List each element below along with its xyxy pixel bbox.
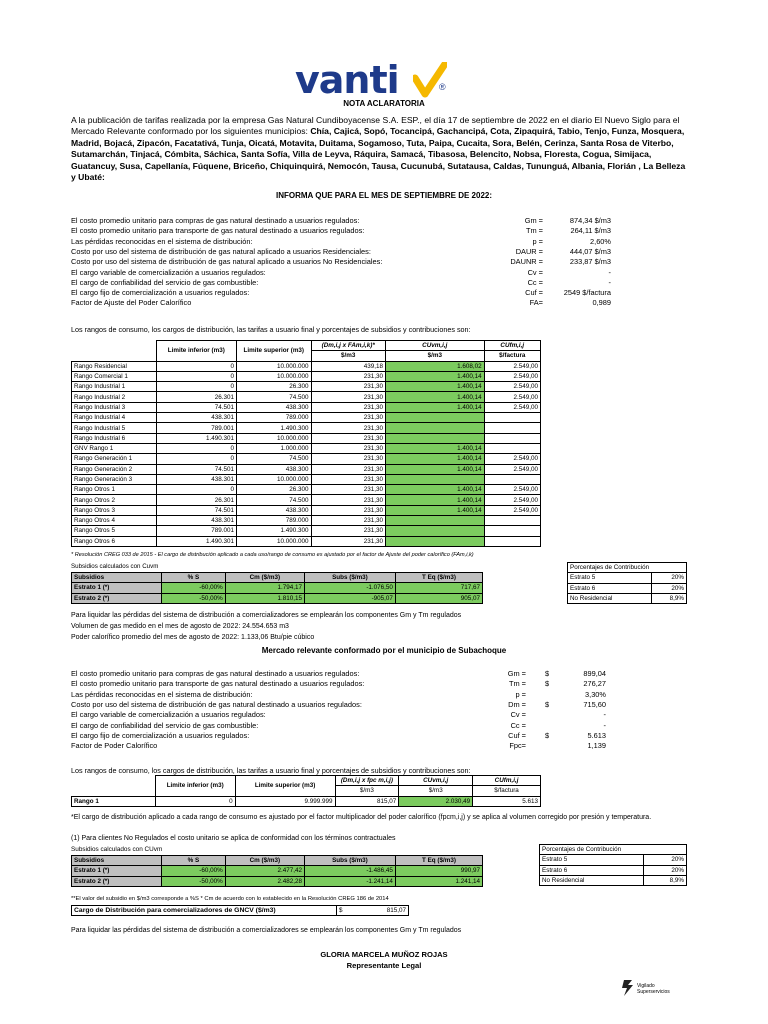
section2-tariff-table bbox=[71, 775, 541, 807]
subsidies-caption: Subsidios calculados con CUvm bbox=[71, 846, 163, 853]
table-row: Rango Otros 5 789.001 1.490.300 231,30 bbox=[72, 526, 541, 536]
unit-header: $/factura bbox=[484, 351, 540, 361]
col-header: (Dm,i,j x fpc m,i,j) bbox=[335, 776, 399, 786]
unit-header: $/m3 bbox=[385, 351, 484, 361]
table-row: Rango Otros 6 1.490.301 10.000.000 231,30 bbox=[72, 536, 541, 546]
param-row: El costo promedio unitario para transporte de gas natural destinado a usuarios regulados: Tm = $ 276,27 bbox=[71, 679, 606, 689]
section2-title: Mercado relevante conformado por el municipio de Subachoque bbox=[261, 646, 507, 655]
param-row: El cargo de confiabilidad del servicio de gas combustible: Cc = - bbox=[71, 720, 606, 730]
col-header: CUfm,i,j bbox=[484, 341, 540, 351]
contribution-table bbox=[567, 562, 687, 604]
signatory-role: Representante Legal bbox=[346, 961, 422, 970]
table-row: Rango Residencial 0 10.000.000 439,18 1.608,02 2.549,00 bbox=[72, 361, 541, 371]
subs-header: Subs ($/m3) bbox=[304, 856, 395, 866]
unit-header: $/m3 bbox=[335, 786, 399, 796]
section1-title: INFORMA QUE PARA EL MES DE SEPTIEMBRE DE 2022: bbox=[275, 191, 493, 200]
table-row: Rango Industrial 6 1.490.301 10.000.000 231,30 bbox=[72, 433, 541, 443]
subsidies-table bbox=[71, 572, 483, 604]
param-row: El costo promedio unitario para transporte de gas natural destinado a usuarios regulados: Tm = 264,11 $/m3 bbox=[71, 226, 611, 236]
contribution-row: Estrato 6 20% bbox=[568, 583, 687, 593]
gncv-label: Cargo de Distribución para comercializadores de GNCV ($/m3) bbox=[72, 906, 337, 916]
col-header: Limite superior (m3) bbox=[235, 776, 335, 797]
signatory-name: GLORIA MARCELA MUÑOZ ROJAS bbox=[320, 950, 448, 959]
subs-header: Subsidios bbox=[72, 573, 162, 583]
final-note: Para liquidar las pérdidas del sistema de distribución a comercializadores se emplearán los componentes Gm y Tm regulados bbox=[71, 927, 462, 934]
subs-header: Cm ($/m3) bbox=[225, 573, 304, 583]
subs-header: T Eq ($/m3) bbox=[395, 573, 482, 583]
subs-row: Estrato 2 (*) -50,00% 1.810,15 -905,07 905,07 bbox=[72, 593, 483, 603]
contribution-title: Porcentajes de Contribución bbox=[568, 563, 687, 573]
subs-row: Estrato 2 (*) -50,00% 2.482,28 -1.241,14 1.241,14 bbox=[72, 876, 483, 886]
col-header: (Dm,i,j x FAm,i,k)* bbox=[311, 341, 385, 351]
table-row: Rango 1 0 9.999.999 815,07 2.030,49 5.613 bbox=[72, 796, 541, 806]
col-header: CUfm,i,j bbox=[473, 776, 541, 786]
gncv-value: $ 815,07 bbox=[337, 906, 409, 916]
section2-note1: *El cargo de distribución aplicado a cada rango de consumo es ajustado por el factor multiplicador del poder calorífico (fpcm,i,j) y se aplica al volumen corregido por presión y temperatura. bbox=[71, 814, 652, 821]
col-header: CUvm,i,j bbox=[399, 776, 473, 786]
param-row: El cargo variable de comercialización a usuarios regulados: Cv = - bbox=[71, 267, 611, 277]
col-header: Limite inferior (m3) bbox=[156, 341, 237, 362]
param-row: El costo promedio unitario para compras de gas natural destinado a usuarios regulados: Gm = $ 899,04 bbox=[71, 669, 606, 678]
param-row: El cargo fijo de comercialización a usuarios regulados: Cuf = 2549 $/factura bbox=[71, 288, 611, 298]
section1-ranges-intro: Los rangos de consumo, los cargos de distribución, las tarifas a usuario final y porcentajes de subsidios y contribuciones son: bbox=[71, 325, 471, 334]
unit-header: $/m3 bbox=[399, 786, 473, 796]
param-row: Las pérdidas reconocidas en el sistema de distribución: p = 3,30% bbox=[71, 689, 606, 699]
section2-note2: (1) Para clientes No Regulados el costo unitario se aplica de conformidad con los términos contractuales bbox=[71, 835, 396, 842]
table-row: Rango Otros 4 438.301 789.000 231,30 bbox=[72, 516, 541, 526]
param-row: El cargo de confiabilidad del servicio de gas combustible: Cc = - bbox=[71, 277, 611, 287]
table-row: Rango Industrial 2 26.301 74.500 231,30 1.400,14 2.549,00 bbox=[72, 392, 541, 402]
unit-header: $/m3 bbox=[311, 351, 385, 361]
subs-row: Estrato 1 (*) -60,00% 2.477,42 -1.486,45 990,97 bbox=[72, 866, 483, 876]
subs-header: Subsidios bbox=[72, 856, 162, 866]
param-row: Las pérdidas reconocidas en el sistema de distribución: p = 2,60% bbox=[71, 236, 611, 246]
subs-header: % S bbox=[162, 573, 226, 583]
superservicios-icon bbox=[621, 978, 635, 998]
checkmark-icon bbox=[413, 62, 447, 98]
param-row: Costo por uso del sistema de distribución de gas natural destinado a usuarios regulados: Dm = $ 715,60 bbox=[71, 699, 606, 709]
contribution-title: Porcentajes de Contribución bbox=[540, 845, 687, 855]
table-row: GNV Rango 1 0 1.000.000 231,30 1.400,14 bbox=[72, 443, 541, 453]
contribution-row: Estrato 5 20% bbox=[540, 855, 687, 865]
col-header: Limite superior (m3) bbox=[237, 341, 311, 362]
section1-notes: Para liquidar las pérdidas del sistema de distribución a comercializadores se emplearán los componentes Gm y Tm regulados Volumen de gas medido en el mes de agosto de 2022: 24.554.653 m3 Poder calorífico promedio del mes de agosto de 2022: 1.133,06 Btu/pie cúbico bbox=[71, 612, 462, 641]
section1-tariff-table bbox=[71, 340, 541, 547]
subs-header: T Eq ($/m3) bbox=[395, 856, 482, 866]
gncv-charge bbox=[71, 905, 409, 916]
vigilado-superservicios-logo: Vigilado Superservicios bbox=[621, 978, 701, 1000]
contribution-row: Estrato 6 20% bbox=[540, 865, 687, 875]
contribution-row: No Residencial 8,9% bbox=[568, 593, 687, 603]
subs-header: Subs ($/m3) bbox=[304, 573, 395, 583]
contribution-row: Estrato 5 20% bbox=[568, 573, 687, 583]
table-row: Rango Industrial 5 789.001 1.490.300 231,30 bbox=[72, 423, 541, 433]
table-row: Rango Industrial 3 74.501 438.300 231,30 1.400,14 2.549,00 bbox=[72, 402, 541, 412]
contribution-table-2 bbox=[539, 844, 687, 886]
registered-mark: ® bbox=[439, 82, 446, 92]
param-row: El cargo variable de comercialización a usuarios regulados: Cv = - bbox=[71, 710, 606, 720]
table-row: Rango Industrial 4 438.301 789.000 231,30 bbox=[72, 413, 541, 423]
subs-row: Estrato 1 (*) -60,00% 1.794,17 -1.076,50 717,67 bbox=[72, 583, 483, 593]
section2-ranges-intro: Los rangos de consumo, los cargos de distribución, las tarifas a usuario final y porcentajes de subsidios y contribuciones son: bbox=[71, 766, 471, 775]
table-row: Rango Generación 2 74.501 438.300 231,30 1.400,14 2.549,00 bbox=[72, 464, 541, 474]
contribution-row: No Residencial 8,9% bbox=[540, 875, 687, 885]
table-row: Rango Generación 3 438.301 10.000.000 231,30 bbox=[72, 474, 541, 484]
table-row: Rango Otros 2 26.301 74.500 231,30 1.400,14 2.549,00 bbox=[72, 495, 541, 505]
document-subtitle: NOTA ACLARATORIA bbox=[343, 99, 425, 108]
param-row: Factor de Ajuste del Poder Calorífico FA= 0,989 bbox=[71, 298, 611, 308]
table-footnote: * Resolución CREG 033 de 2015 - El cargo de distribución aplicado a cada uso/rango de consumo es ajustado por el factor de Ajuste del poder calorífico (FAm,i,k) bbox=[71, 552, 474, 558]
param-row: El cargo fijo de comercialización a usuarios regulados: Cuf = $ 5.613 bbox=[71, 730, 606, 740]
param-row: Costo por uso del sistema de distribución de gas natural aplicado a usuarios Residenciales: DAUR = 444,07 $/m3 bbox=[71, 246, 611, 256]
param-row: Costo por uso del sistema de distribución de gas natural aplicado a usuarios No Residenciales: DAUNR = 233,87 $/m3 bbox=[71, 257, 611, 267]
table-row: Rango Industrial 1 0 26.300 231,30 1.400,14 2.549,00 bbox=[72, 382, 541, 392]
municipios-list: Chía, Cajicá, Sopó, Tocancipá, Gachancipá, Cota, Zipaquirá, Tabio, Tenjo, Funza, Mosquera, Madrid, Bojacá, Zipacón, Facatativá, Tunja, Oicatá, Motavita, Duitama, Sogamoso, Tuta, Paipa, Cucaita, Sora, Belén, Cerinza, Santa Rosa de Viterbo, Sutamarchán, Tinjacá, Cómbita, Sáchica, Santa Sofía, Villa de Leyva, Ráquira, Samacá, Tibasosa, Belencito, Nobsa, Floresta, Cogua, Simijaca, Guatancuy, Susa, Capellanía, Fúquene, Briceño, Chiquinquirá, Nemocón, Tausa, Cucunubá, Sutatausa, Caldas, Tununguá, Albania, Florián , La Belleza y Ubaté: bbox=[71, 126, 686, 183]
unit-header: $/factura bbox=[473, 786, 541, 796]
table-row: Rango Otros 3 74.501 438.300 231,30 1.400,14 2.549,00 bbox=[72, 505, 541, 515]
param-row: El costo promedio unitario para compras de gas natural destinado a usuarios regulados: Gm = 874,34 $/m3 bbox=[71, 216, 611, 225]
subsidies-caption: Subsidios calculados con Cuvm bbox=[71, 563, 159, 570]
col-header: CUvm,i,j bbox=[385, 341, 484, 351]
subs-header: % S bbox=[162, 856, 226, 866]
subsidy-note: **El valor del subsidio en $/m3 corresponde a %S * Cm de acuerdo con lo establecido en la Resolución CREG 186 de 2014 bbox=[71, 896, 389, 902]
table-row: Rango Generación 1 0 74.500 231,30 1.400,14 2.549,00 bbox=[72, 454, 541, 464]
col-header: Limite inferior (m3) bbox=[155, 776, 235, 797]
subsidies-table-2 bbox=[71, 855, 483, 887]
intro-paragraph: A la publicación de tarifas realizada por la empresa Gas Natural Cundiboyacense S.A. ESP., el día 17 de septiembre de 2022 en el diario El Nuevo Siglo para el Mercado Relevante conformado por los siguientes municipios: Chía, Cajicá, Sopó, Tocancipá, Gachancipá, Cota, Zipaquirá, Tabio, Tenjo, Funza, Mosquera, Madrid, Bojacá, Zipacón, Facatativá, Tunja, Oicatá, Motavita, Duitama, Sogamoso, Tuta, Paipa, Cucaita, Sora, Belén, Cerinza, Santa Rosa de Viterbo, Sutamarchán, Tinjacá, Cómbita, Sáchica, Santa Sofía, Villa de Leyva, Ráquira, Samacá, Tibasosa, Belencito, Nobsa, Floresta, Cogua, Simijaca, Guatancuy, Susa, Capellanía, Fúquene, Briceño, Chiquinquirá, Nemocón, Tausa, Cucunubá, Sutatausa, Caldas, Tununguá, Albania, Florián , La Belleza y Ubaté: bbox=[71, 115, 686, 183]
table-row: Rango Comercial 1 0 10.000.000 231,30 1.400,14 2.549,00 bbox=[72, 371, 541, 381]
table-row: Rango Otros 1 0 26.300 231,30 1.400,14 2.549,00 bbox=[72, 485, 541, 495]
logo-wordmark: vanti bbox=[295, 58, 399, 102]
subs-header: Cm ($/m3) bbox=[225, 856, 304, 866]
param-row: Factor de Poder Calorífico Fpc= 1,139 bbox=[71, 741, 606, 751]
